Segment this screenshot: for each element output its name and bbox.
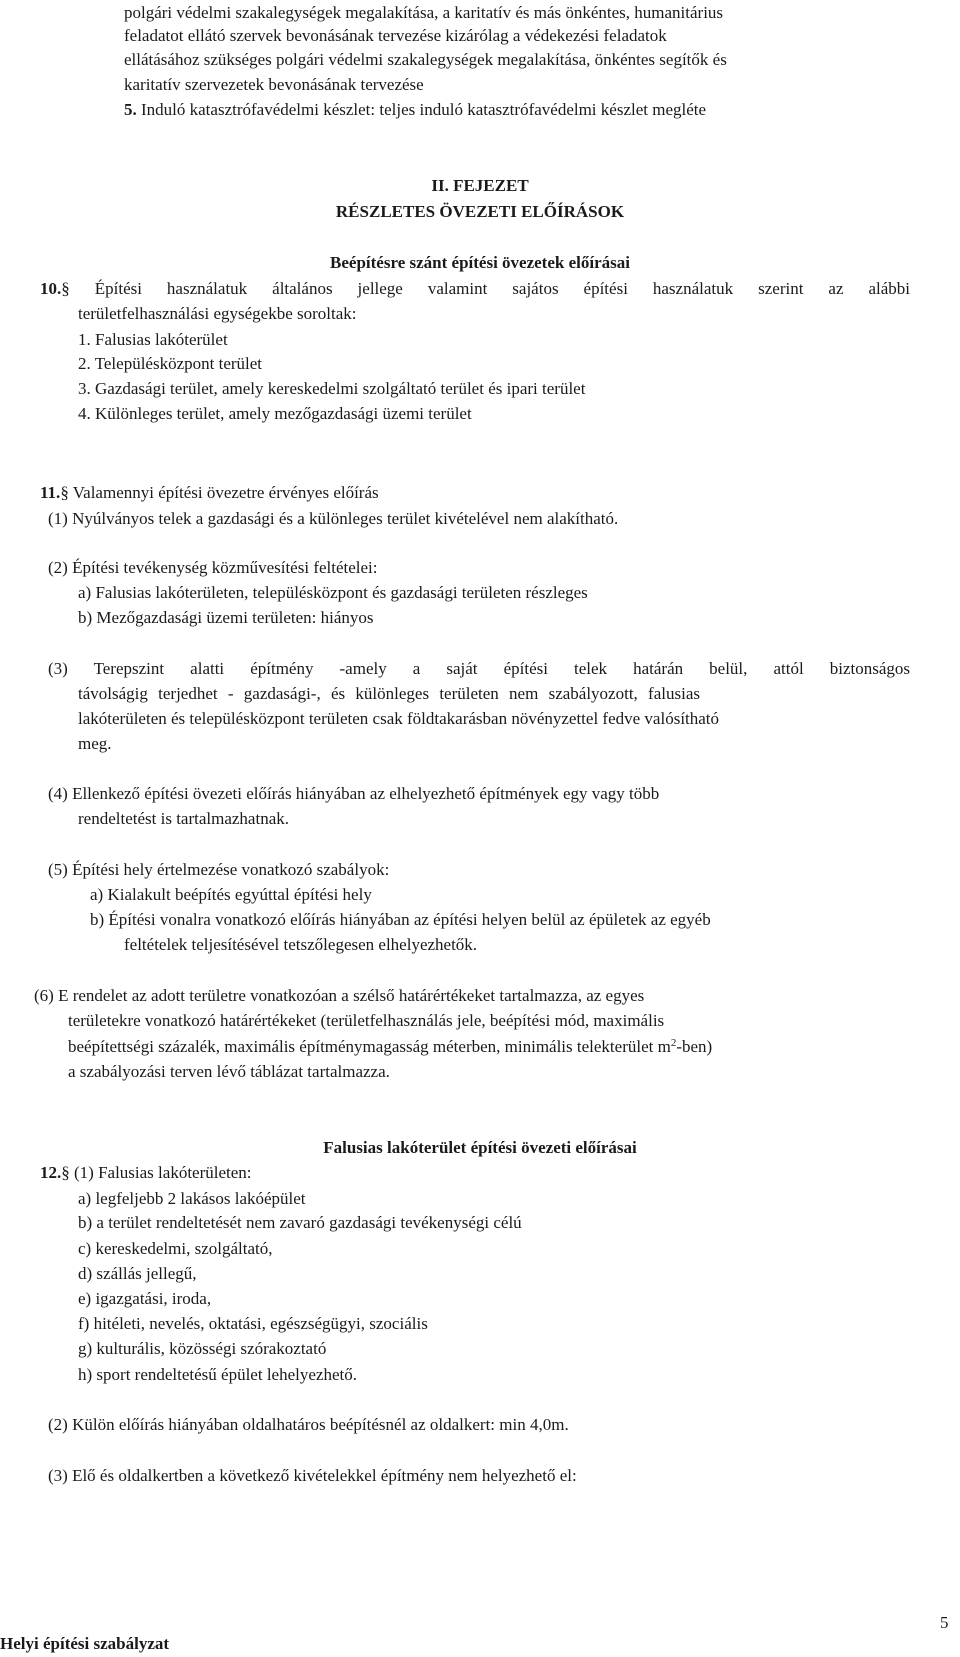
section-number: 12.: [40, 1163, 62, 1182]
item-text: Induló katasztrófavédelmi készlet: teljes induló katasztrófavédelmi készlet megléte: [141, 100, 707, 119]
text-line: feladatot ellátó szervek bevonásának tervezése kizárólag a védekezési feladatok: [124, 26, 667, 45]
paragraph-11-title: 11.§ Valamennyi építési övezetre érvényes előírás: [40, 483, 379, 502]
section-number: 11.: [40, 483, 61, 502]
paragraph: (2) Külön előírás hiányában oldalhatáros beépítésnél az oldalkert: min 4,0m.: [48, 1415, 569, 1434]
list-item: e) igazgatási, iroda,: [78, 1289, 212, 1308]
list-item: b) Mezőgazdasági üzemi területen: hiányos: [78, 608, 374, 627]
page-number: 5: [940, 1613, 949, 1632]
paragraph: (1) Nyúlványos telek a gazdasági és a különleges terület kivételével nem alakítható.: [48, 509, 619, 528]
text-line: rendeltetést is tartalmazhatnak.: [78, 809, 289, 828]
text-line: ellátásához szükséges polgári védelmi szakalegységek megalakítása, önkéntes segítők és: [124, 50, 727, 69]
list-item: g) kulturális, közösségi szórakoztató: [78, 1339, 327, 1358]
text-line: karitatív szervezetek bevonásának tervezése: [124, 75, 424, 94]
text-line: (3) Terepszint alatti építmény -amely a saját építési telek határán belül, attól biztonságos: [48, 659, 910, 678]
list-item: c) kereskedelmi, szolgáltató,: [78, 1239, 273, 1258]
chapter-title: RÉSZLETES ÖVEZETI ELŐÍRÁSOK: [335, 202, 625, 221]
section-sign: §: [60, 483, 69, 502]
text-line: beépítettségi százalék, maximális építménymagasság méterben, minimális telekterület $m^2-ben$): [68, 1037, 713, 1056]
section-title: Beépítésre szánt építési övezetek előírásai: [330, 253, 630, 272]
text-line: a szabályozási terven lévő táblázat tartalmazza.: [68, 1062, 390, 1081]
list-item: h) sport rendeltetésű épület lehelyezhető.: [78, 1365, 357, 1384]
paragraph: (3) Elő és oldalkertben a következő kivételekkel építmény nem helyezhető el:: [48, 1466, 577, 1485]
list-item: b) a terület rendeltetését nem zavaró gazdasági tevékenységi célú: [78, 1213, 522, 1232]
section-sign: §: [61, 279, 70, 298]
text-line: (6) E rendelet az adott területre vonatkozóan a szélső határértékeket tartalmazza, az egyes: [34, 986, 645, 1005]
paragraph: (2) Építési tevékenység közművesítési feltételei:: [48, 558, 378, 577]
list-item: 4. Különleges terület, amely mezőgazdasági üzemi terület: [78, 404, 472, 423]
paragraph-12-title: 12.§ (1) Falusias lakóterületen:: [40, 1163, 252, 1182]
list-item: b) Építési vonalra vonatkozó előírás hiányában az építési helyen belül az épületek az egyéb: [90, 910, 711, 929]
list-item: a) Falusias lakóterületen, településközpont és gazdasági területen részleges: [78, 583, 588, 602]
text-line: távolságig terjedhet - gazdasági-, és különleges területen nem szabályozott, falusias: [78, 684, 700, 703]
text-line: területekre vonatkozó határértékeket (területfelhasználás jele, beépítési mód, maximális: [68, 1011, 665, 1030]
item-number: 5.: [124, 100, 137, 119]
text-line: polgári védelmi szakalegységek megalakítása, a karitatív és más önkéntes, humanitárius: [124, 3, 724, 22]
text-line: meg.: [78, 734, 112, 753]
text-line: lakóterületen és településközpont területen csak földtakarásban növényzettel fedve valósítható: [78, 709, 720, 728]
text-line: (4) Ellenkező építési övezeti előírás hiányában az elhelyezhető építmények egy vagy több: [48, 784, 660, 803]
section-title: Falusias lakóterület építési övezeti előírásai: [323, 1138, 637, 1157]
list-item: f) hitéleti, nevelés, oktatási, egészségügyi, szociális: [78, 1314, 428, 1333]
text-line: területfelhasználási egységekbe soroltak:: [78, 304, 357, 323]
superscript: 2: [670, 1037, 677, 1049]
list-item: 3. Gazdasági terület, amely kereskedelmi szolgáltató terület és ipari terület: [78, 379, 586, 398]
list-item: a) Kialakult beépítés egyúttal építési hely: [90, 885, 372, 904]
list-item: d) szállás jellegű,: [78, 1264, 197, 1283]
section-sign: §: [61, 1163, 70, 1182]
paragraph: (5) Építési hely értelmezése vonatkozó szabályok:: [48, 860, 390, 879]
footer-label: Helyi építési szabályzat: [0, 1634, 170, 1653]
list-item: 1. Falusias lakóterület: [78, 330, 228, 349]
paragraph-10-line1: 10.§ Építési használatuk általános jellege valamint sajátos építési használatuk szerint az alábbi: [40, 279, 911, 298]
section-number: 10.: [40, 279, 62, 298]
list-item: a) legfeljebb 2 lakásos lakóépület: [78, 1189, 306, 1208]
list-item-5: [124, 97, 706, 123]
list-item: 2. Településközpont terület: [78, 354, 263, 373]
chapter-number: II. FEJEZET: [431, 176, 529, 195]
text-line: feltételek teljesítésével tetszőlegesen elhelyezhetők.: [124, 935, 478, 954]
